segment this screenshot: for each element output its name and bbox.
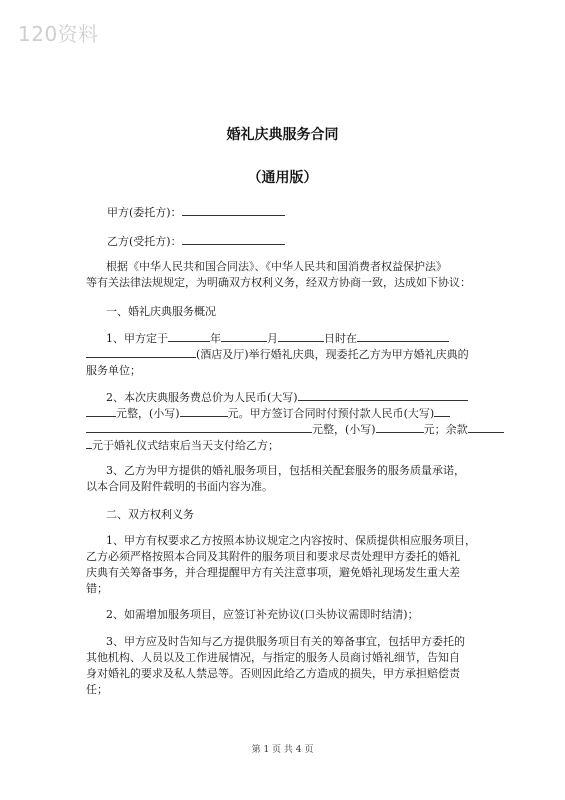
clause-2-text-4: 元于婚礼仪式结束后当天支付给乙方； (92, 439, 279, 452)
party-a-blank (182, 204, 285, 216)
party-a-label: 甲方(委托方)： (107, 206, 182, 219)
clause-1-line-2 (86, 346, 469, 363)
document-subtitle: （通用版） (247, 170, 318, 186)
venue-blank-2 (86, 346, 196, 358)
rights-1-line-1: 1、甲方有权要求乙方按照本协议规定之内容按时、保质提供相应服务项目， (106, 534, 476, 547)
venue-blank-1 (357, 330, 449, 342)
clause-2-line-2 (86, 405, 450, 422)
clause-2-text-3b: 元；余款 (423, 423, 468, 436)
document-title: 婚礼庆典服务合同 (226, 127, 339, 143)
deposit-upper-blank-2 (86, 421, 312, 433)
clause-2-text-2b: 元。甲方签订合同时付预付款人民币(大写) (227, 407, 435, 420)
rights-3-line-4: 任； (86, 683, 108, 696)
clause-2-line-1 (106, 389, 468, 406)
rights-3-line-2: 其他机构、人员以及工作进展情况，与指定的服务人员商讨婚礼细节，告知自 (86, 651, 460, 664)
preamble-line-1: 根据《中华人民共和国合同法》、《中华人民共和国消费者权益保护法》 (106, 260, 447, 273)
clause-2-text-2a: 元整，(小写) (116, 407, 180, 420)
clause-1-line-3: 服务单位； (86, 364, 141, 377)
rights-1-line-4: 错； (86, 582, 108, 595)
deposit-upper-blank (434, 405, 450, 417)
party-b-line (107, 233, 285, 250)
rights-3-line-3: 身对婚礼的要求及私人禁忌等。否则因此给乙方造成的损失，甲方承担赔偿责 (86, 667, 460, 680)
watermark-logo: 120资料 (18, 22, 99, 46)
party-b-blank (182, 233, 285, 245)
clause-1-text-2: (酒店及厅)举行婚礼庆典，现委托乙方为甲方婚礼庆典的 (196, 348, 469, 361)
clause-2-line-4 (86, 437, 279, 454)
clause-2-line-3 (86, 421, 504, 438)
section-1-heading: 一、婚礼庆典服务概况 (106, 305, 216, 318)
year-blank (168, 330, 210, 342)
rights-3-line-1: 3、甲方应及时告知与乙方提供服务项目有关的筹备事宜，包括甲方委托的 (106, 635, 465, 648)
rights-2-line: 2、如需增加服务项目，应签订补充协议(口头协议需即时结清)； (106, 608, 419, 621)
day-label: 日时在 (324, 332, 357, 345)
clause-2-text-3a: 元整，(小写) (312, 423, 376, 436)
deposit-lower-blank (376, 421, 424, 433)
month-blank (221, 330, 267, 342)
clause-1-text: 1、甲方定于 (106, 332, 168, 345)
page-number-footer: 第 1 页 共 4 页 (251, 745, 314, 755)
balance-blank (468, 421, 504, 433)
rights-1-line-3: 庆典有关筹备事务，并合理提醒甲方有关注意事项，避免婚礼现场发生重大差 (86, 566, 460, 579)
preamble-line-2: 等有关法律法规规定，为明确双方权利义务，经双方协商一致，达成如下协议： (86, 276, 471, 289)
clause-2-text-1: 2、本次庆典服务费总价为人民币(大写) (106, 391, 298, 404)
total-fee-upper-blank-2 (86, 405, 116, 417)
section-2-heading: 二、双方权利义务 (106, 508, 194, 521)
party-a-line (107, 204, 285, 221)
year-label: 年 (210, 332, 221, 345)
total-fee-lower-blank (180, 405, 228, 417)
clause-1-line-1 (106, 330, 449, 347)
total-fee-upper-blank (298, 389, 468, 401)
party-b-label: 乙方(受托方)： (107, 235, 182, 248)
rights-1-line-2: 乙方必须严格按照本合同及其附件的服务项目和要求尽责处理甲方委托的婚礼 (86, 550, 460, 563)
clause-3-line-1: 3、乙方为甲方提供的婚礼服务项目，包括相关配套服务的服务质量承诺， (106, 464, 465, 477)
day-blank (278, 330, 324, 342)
clause-3-line-2: 以本合同及附件载明的书面内容为准。 (86, 480, 273, 493)
month-label: 月 (267, 332, 278, 345)
